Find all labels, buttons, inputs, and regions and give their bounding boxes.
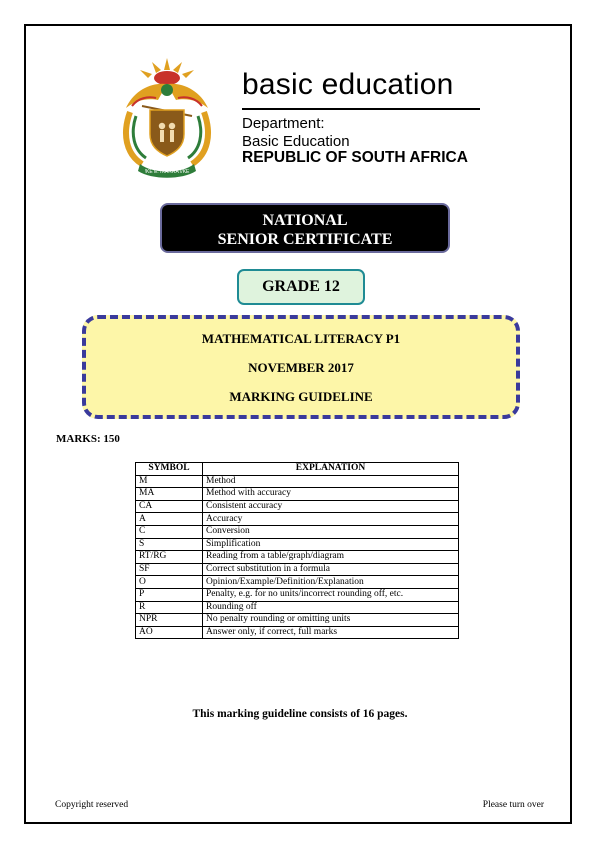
certificate-banner	[160, 203, 450, 253]
brand-title: basic education	[242, 68, 454, 101]
table-row	[136, 563, 459, 576]
explanation-cell: No penalty rounding or omitting units	[203, 614, 459, 627]
symbol-cell: R	[136, 601, 203, 614]
symbol-cell: M	[136, 475, 203, 488]
explanation-cell: Reading from a table/graph/diagram	[203, 551, 459, 564]
certificate-line-2: SENIOR CERTIFICATE	[217, 231, 393, 248]
symbol-cell: C	[136, 525, 203, 538]
table-header-explanation: EXPLANATION	[203, 463, 459, 476]
coat-of-arms-icon	[112, 54, 222, 180]
motto-text: !KE E: /XARRA //KE	[144, 169, 190, 175]
department-name: Basic Education	[242, 133, 350, 150]
symbol-cell: S	[136, 538, 203, 551]
table-row	[136, 475, 459, 488]
table-row	[136, 525, 459, 538]
footer-copyright: Copyright reserved	[55, 800, 129, 810]
explanation-cell: Correct substitution in a formula	[203, 563, 459, 576]
table-row	[136, 576, 459, 589]
document-type: MARKING GUIDELINE	[229, 389, 373, 404]
footer-turn-over: Please turn over	[482, 800, 544, 810]
subject-panel	[82, 315, 520, 419]
table-row	[136, 500, 459, 513]
country-name: REPUBLIC OF SOUTH AFRICA	[242, 149, 468, 166]
exam-session: NOVEMBER 2017	[248, 360, 354, 375]
table-row	[136, 588, 459, 601]
explanation-cell: Consistent accuracy	[203, 500, 459, 513]
symbol-cell: P	[136, 588, 203, 601]
table-row	[136, 551, 459, 564]
symbol-cell: NPR	[136, 614, 203, 627]
symbols-table	[135, 462, 459, 639]
total-marks: MARKS: 150	[56, 433, 120, 445]
explanation-cell: Answer only, if correct, full marks	[203, 626, 459, 639]
department-label: Department:	[242, 115, 325, 132]
explanation-cell: Opinion/Example/Definition/Explanation	[203, 576, 459, 589]
symbol-cell: SF	[136, 563, 203, 576]
table-row	[136, 538, 459, 551]
table-row	[136, 513, 459, 526]
certificate-line-1: NATIONAL	[262, 212, 348, 229]
explanation-cell: Simplification	[203, 538, 459, 551]
table-header-row	[136, 463, 459, 476]
explanation-cell: Accuracy	[203, 513, 459, 526]
table-row	[136, 614, 459, 627]
page-count-note: This marking guideline consists of 16 pages.	[192, 708, 408, 720]
explanation-cell: Method	[203, 475, 459, 488]
explanation-cell: Penalty, e.g. for no units/incorrect rounding off, etc.	[203, 588, 459, 601]
explanation-cell: Method with accuracy	[203, 488, 459, 501]
table-row	[136, 488, 459, 501]
explanation-cell: Rounding off	[203, 601, 459, 614]
symbol-cell: O	[136, 576, 203, 589]
table-row	[136, 626, 459, 639]
table-header-symbol: SYMBOL	[136, 463, 203, 476]
symbol-cell: A	[136, 513, 203, 526]
symbol-cell: MA	[136, 488, 203, 501]
grade-badge: GRADE 12	[237, 269, 365, 305]
table-row	[136, 601, 459, 614]
explanation-cell: Conversion	[203, 525, 459, 538]
symbol-cell: CA	[136, 500, 203, 513]
symbol-cell: AO	[136, 626, 203, 639]
subject-title: MATHEMATICAL LITERACY P1	[201, 331, 401, 346]
symbol-cell: RT/RG	[136, 551, 203, 564]
brand-divider	[242, 108, 480, 110]
